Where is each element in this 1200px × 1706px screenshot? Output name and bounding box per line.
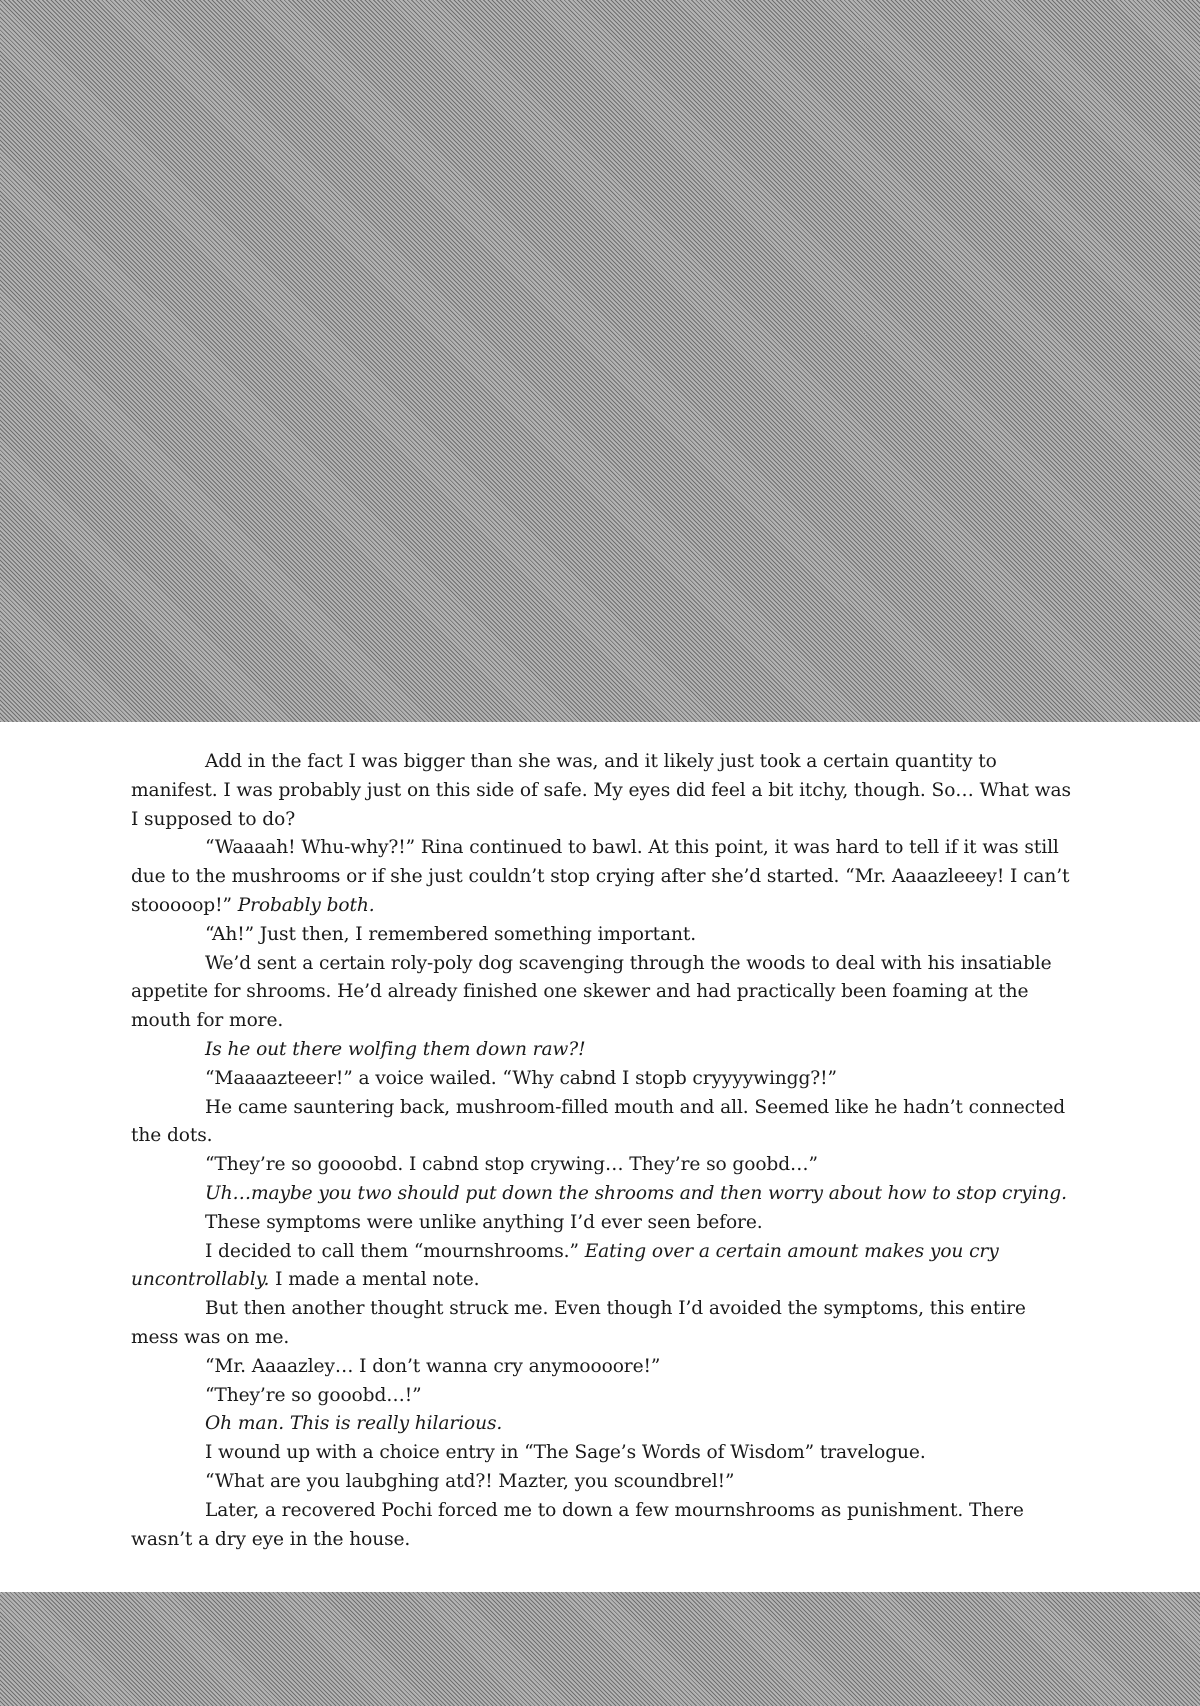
- paragraph: [131, 1094, 1076, 1152]
- text-run: But then another thought struck me. Even though I’d avoided the symptoms, this entire mess was on me.: [131, 1298, 1026, 1348]
- text-run: “Waaaah! Whu-why?!” Rina continued to bawl. At this point, it was hard to tell if it was still due to the mushrooms or if she just couldn’t stop crying after she’d started. “Mr. Aaaazleeey! I can’t stooooop!”: [131, 837, 1070, 916]
- italic-text-run: Probably both.: [237, 894, 375, 916]
- paragraph: [131, 1180, 1076, 1209]
- text-run: These symptoms were unlike anything I’d ever seen before.: [205, 1211, 763, 1233]
- text-run: I decided to call them “mournshrooms.”: [205, 1240, 585, 1262]
- paragraph: [131, 1410, 1076, 1439]
- italic-text-run: Is he out there wolfing them down raw?!: [205, 1038, 586, 1060]
- italic-text-run: Uh…maybe you two should put down the shrooms and then worry about how to stop crying.: [205, 1182, 1067, 1204]
- text-run: “They’re so goooobd. I cabnd stop crywing… They’re so goobd…”: [205, 1154, 818, 1176]
- text-run: “What are you laubghing atd?! Mazter, you scoundbrel!”: [205, 1470, 735, 1492]
- paragraph: [131, 1065, 1076, 1094]
- text-run: I made a mental note.: [269, 1269, 480, 1291]
- italic-text-run: Eating over a certain amount makes you cry uncontrollably.: [131, 1240, 999, 1291]
- screentone-top-panel: [0, 0, 1200, 722]
- body-text: [131, 748, 1076, 1554]
- text-run: “Maaaazteeer!” a voice wailed. “Why cabnd I stopb cryyyywingg?!”: [205, 1067, 837, 1089]
- paragraph: [131, 921, 1076, 950]
- paragraph: [131, 1468, 1076, 1497]
- paragraph: [131, 1353, 1076, 1382]
- text-run: “Mr. Aaaazley… I don’t wanna cry anymoooore!”: [205, 1355, 661, 1377]
- paragraph: [131, 1209, 1076, 1238]
- text-run: He came sauntering back, mushroom-filled mouth and all. Seemed like he hadn’t connected the dots.: [131, 1096, 1066, 1147]
- text-area: [0, 722, 1200, 1592]
- paragraph: [131, 1439, 1076, 1468]
- paragraph: [131, 1036, 1076, 1065]
- paragraph: [131, 1151, 1076, 1180]
- paragraph: [131, 748, 1076, 834]
- paragraph: [131, 1382, 1076, 1411]
- text-run: Add in the fact I was bigger than she was, and it likely just took a certain quantity to manifest. I was probably just on this side of safe. My eyes did feel a bit itchy, though. So… What was I supposed to do?: [131, 751, 1071, 830]
- text-run: I wound up with a choice entry in “The Sage’s Words of Wisdom” travelogue.: [205, 1442, 926, 1464]
- paragraph: [131, 950, 1076, 1036]
- screentone-bottom-panel: [0, 1592, 1200, 1706]
- paragraph: [131, 1238, 1076, 1296]
- italic-text-run: Oh man. This is really hilarious.: [205, 1413, 503, 1435]
- text-run: “Ah!” Just then, I remembered something important.: [205, 923, 697, 945]
- paragraph: [131, 1295, 1076, 1353]
- paragraph: [131, 834, 1076, 920]
- paragraph: [131, 1497, 1076, 1555]
- text-run: “They’re so gooobd…!”: [205, 1384, 422, 1406]
- text-run: Later, a recovered Pochi forced me to down a few mournshrooms as punishment. There wasn’t a dry eye in the house.: [131, 1499, 1024, 1550]
- text-run: We’d sent a certain roly-poly dog scavenging through the woods to deal with his insatiable appetite for shrooms. He’d already finished one skewer and had practically been foaming at the mouth for more.: [131, 952, 1052, 1032]
